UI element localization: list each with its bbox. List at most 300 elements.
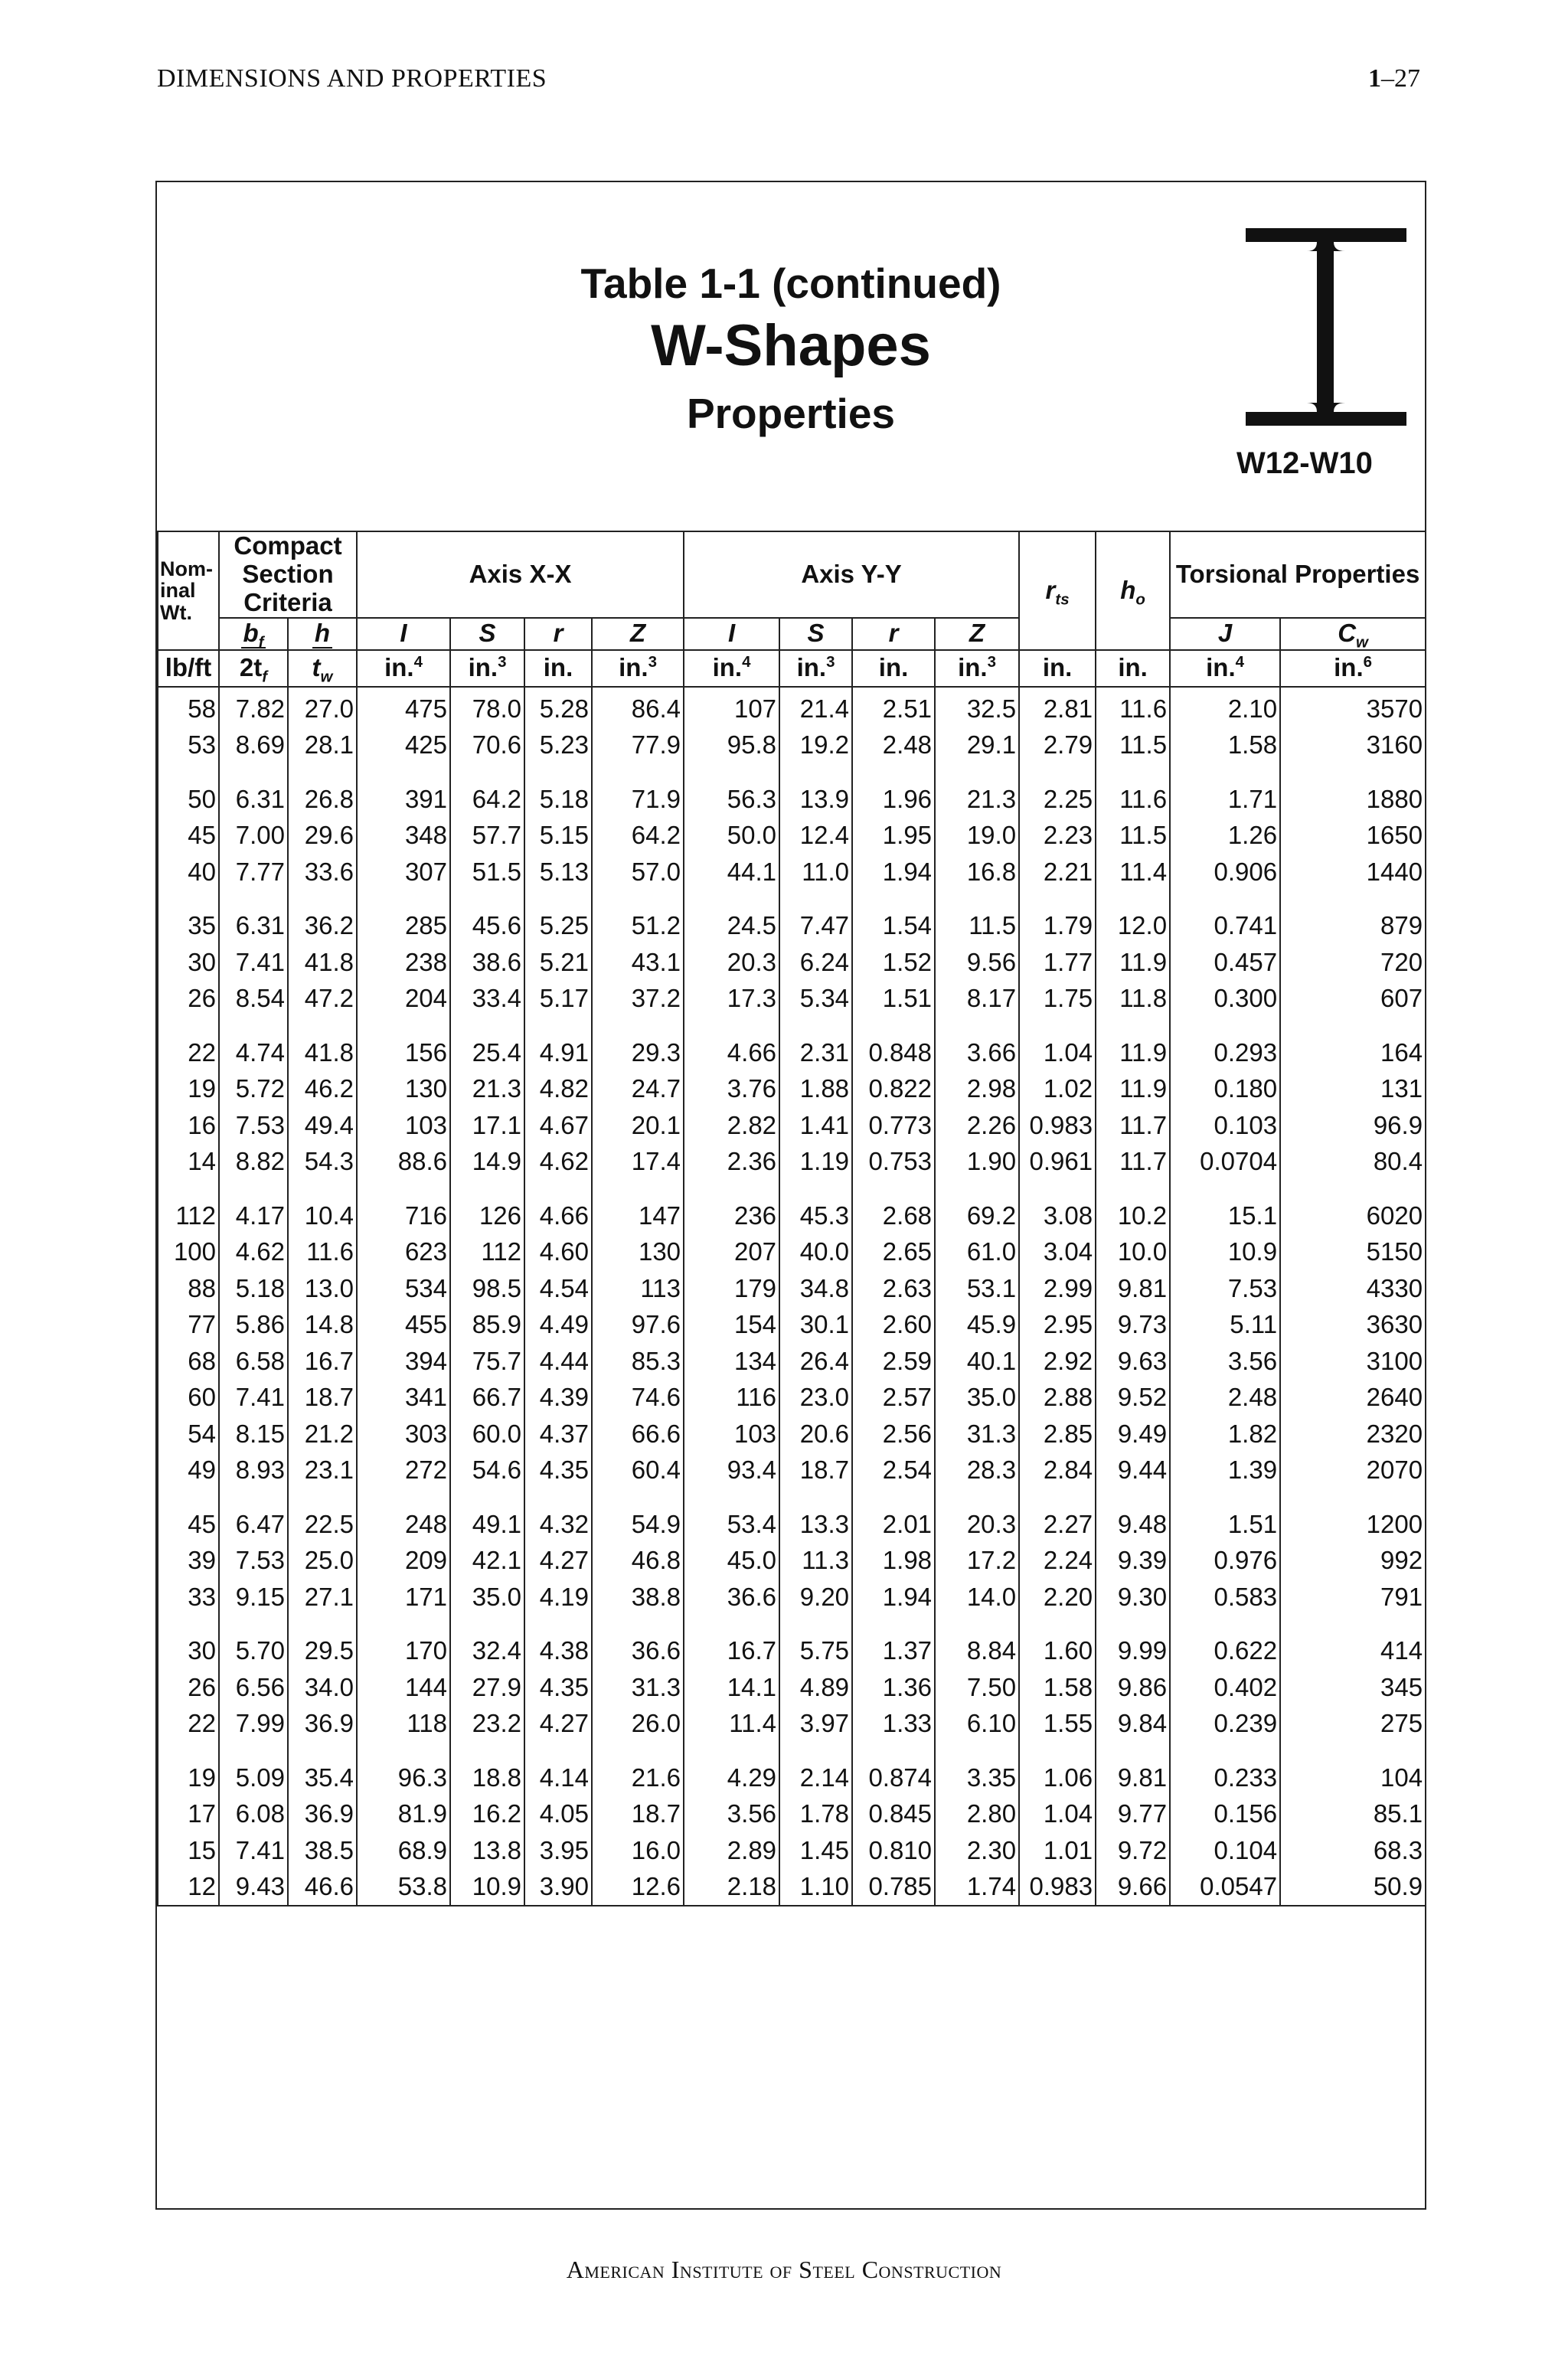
cell-h-tw: 13.0	[288, 1270, 357, 1307]
cell-cw: 414	[1280, 1632, 1426, 1669]
cell-sy: 11.3	[779, 1542, 852, 1579]
cell-sx: 25.4	[450, 1034, 524, 1071]
gap-cell	[779, 1017, 852, 1034]
cell-zy: 21.3	[935, 781, 1019, 818]
cell-sx: 33.4	[450, 980, 524, 1017]
cell-nominal-weight: 26	[158, 1669, 219, 1706]
cell-iy: 93.4	[684, 1452, 779, 1488]
cell-zy: 1.90	[935, 1143, 1019, 1180]
cell-iy: 207	[684, 1233, 779, 1270]
cell-sy: 1.88	[779, 1070, 852, 1107]
unit-2tf: $2t_f$	[219, 650, 288, 687]
cell-h-tw: 22.5	[288, 1506, 357, 1543]
cell-j: 0.622	[1170, 1632, 1280, 1669]
shape-series-label: W12-W10	[1236, 446, 1373, 480]
cell-zy: 6.10	[935, 1705, 1019, 1742]
gap-cell	[684, 1017, 779, 1034]
cell-zx: 29.3	[592, 1034, 684, 1071]
cell-zx: 85.3	[592, 1343, 684, 1380]
cell-nominal-weight: 19	[158, 1070, 219, 1107]
cell-ho: 11.9	[1096, 1034, 1170, 1071]
unit-in: in.	[1096, 650, 1170, 687]
cell-zy: 40.1	[935, 1343, 1019, 1380]
group-gap	[158, 1488, 1426, 1506]
gap-cell	[1280, 1488, 1426, 1506]
gap-cell	[524, 1488, 592, 1506]
cell-rx: 4.44	[524, 1343, 592, 1380]
gap-cell	[1280, 1017, 1426, 1034]
cell-ry: 1.51	[852, 980, 935, 1017]
cell-sy: 11.0	[779, 854, 852, 890]
cell-ry: 1.52	[852, 944, 935, 981]
cell-ry: 1.37	[852, 1632, 935, 1669]
gap-cell	[935, 1017, 1019, 1034]
gap-cell	[779, 890, 852, 907]
gap-cell	[524, 1180, 592, 1197]
cell-rx: 4.49	[524, 1306, 592, 1343]
gap-cell	[524, 1742, 592, 1759]
gap-cell	[935, 763, 1019, 781]
cell-sx: 13.8	[450, 1832, 524, 1869]
cell-sy: 18.7	[779, 1452, 852, 1488]
cell-cw: 6020	[1280, 1197, 1426, 1234]
gap-cell	[1280, 763, 1426, 781]
cell-bf-2tf: 4.74	[219, 1034, 288, 1071]
cell-zy: 61.0	[935, 1233, 1019, 1270]
cell-sx: 45.6	[450, 907, 524, 944]
cell-rts: 2.24	[1019, 1542, 1096, 1579]
cell-j: 0.906	[1170, 854, 1280, 890]
cell-j: 1.26	[1170, 817, 1280, 854]
cell-rts: 2.88	[1019, 1379, 1096, 1416]
gap-cell	[592, 1488, 684, 1506]
cell-zx: 74.6	[592, 1379, 684, 1416]
cell-zy: 69.2	[935, 1197, 1019, 1234]
cell-zx: 31.3	[592, 1669, 684, 1706]
gap-cell	[592, 763, 684, 781]
gap-cell	[1019, 763, 1096, 781]
table-row	[158, 1270, 1426, 1307]
cell-nominal-weight: 40	[158, 854, 219, 890]
gap-cell	[1019, 1742, 1096, 1759]
table-row	[158, 980, 1426, 1017]
cell-ho: 9.44	[1096, 1452, 1170, 1488]
table-row	[158, 1143, 1426, 1180]
cell-zx: 37.2	[592, 980, 684, 1017]
table-frame	[155, 181, 1426, 2210]
gap-cell	[524, 1017, 592, 1034]
cell-h-tw: 41.8	[288, 1034, 357, 1071]
publisher-footer: American Institute of Steel Construction	[566, 2256, 1002, 2283]
cell-rx: 4.39	[524, 1379, 592, 1416]
cell-ix: 204	[357, 980, 450, 1017]
gap-cell	[779, 763, 852, 781]
gap-cell	[684, 1488, 779, 1506]
cell-h-tw: 41.8	[288, 944, 357, 981]
page-number: 1–27	[1368, 64, 1420, 93]
cell-zx: 20.1	[592, 1107, 684, 1144]
group-gap	[158, 1615, 1426, 1632]
table-row	[158, 1632, 1426, 1669]
cell-ix: 248	[357, 1506, 450, 1543]
cell-zy: 8.17	[935, 980, 1019, 1017]
cell-j: 7.53	[1170, 1270, 1280, 1307]
cell-iy: 2.18	[684, 1868, 779, 1906]
cell-cw: 3100	[1280, 1343, 1426, 1380]
table-body	[158, 687, 1426, 1906]
col-j: J	[1170, 618, 1280, 650]
cell-nominal-weight: 17	[158, 1795, 219, 1832]
gap-cell	[1170, 1742, 1280, 1759]
cell-bf-2tf: 6.31	[219, 907, 288, 944]
cell-sy: 1.45	[779, 1832, 852, 1869]
table-subtitle: Properties	[686, 390, 896, 437]
gap-cell	[1019, 890, 1096, 907]
cell-j: 1.39	[1170, 1452, 1280, 1488]
cell-iy: 24.5	[684, 907, 779, 944]
cell-iy: 4.66	[684, 1034, 779, 1071]
col-nominal-weight: Nom-inal Wt.	[158, 531, 219, 650]
cell-rx: 5.21	[524, 944, 592, 981]
cell-ry: 1.94	[852, 1579, 935, 1616]
cell-nominal-weight: 53	[158, 727, 219, 763]
cell-bf-2tf: 8.54	[219, 980, 288, 1017]
cell-h-tw: 27.1	[288, 1579, 357, 1616]
cell-nominal-weight: 60	[158, 1379, 219, 1416]
cell-bf-2tf: 8.69	[219, 727, 288, 763]
cell-j: 1.82	[1170, 1416, 1280, 1452]
group-gap	[158, 1742, 1426, 1759]
cell-iy: 95.8	[684, 727, 779, 763]
cell-bf-2tf: 7.41	[219, 944, 288, 981]
cell-bf-2tf: 9.43	[219, 1868, 288, 1906]
cell-rts: 1.60	[1019, 1632, 1096, 1669]
cell-h-tw: 26.8	[288, 781, 357, 818]
cell-cw: 3630	[1280, 1306, 1426, 1343]
cell-nominal-weight: 45	[158, 817, 219, 854]
cell-rts: 2.85	[1019, 1416, 1096, 1452]
cell-j: 0.293	[1170, 1034, 1280, 1071]
gap-cell	[357, 1180, 450, 1197]
table-row	[158, 1379, 1426, 1416]
cell-h-tw: 27.0	[288, 687, 357, 727]
cell-rx: 4.91	[524, 1034, 592, 1071]
cell-cw: 2320	[1280, 1416, 1426, 1452]
cell-sy: 12.4	[779, 817, 852, 854]
gap-cell	[450, 1017, 524, 1034]
gap-cell	[158, 890, 219, 907]
cell-ry: 2.68	[852, 1197, 935, 1234]
cell-ix: 118	[357, 1705, 450, 1742]
cell-ry: 1.96	[852, 781, 935, 818]
gap-cell	[357, 1615, 450, 1632]
gap-cell	[852, 1615, 935, 1632]
cell-zx: 71.9	[592, 781, 684, 818]
cell-h-tw: 14.8	[288, 1306, 357, 1343]
table-row	[158, 1705, 1426, 1742]
cell-bf-2tf: 6.31	[219, 781, 288, 818]
cell-nominal-weight: 45	[158, 1506, 219, 1543]
cell-j: 0.233	[1170, 1759, 1280, 1796]
cell-bf-2tf: 8.93	[219, 1452, 288, 1488]
cell-ho: 9.48	[1096, 1506, 1170, 1543]
cell-zx: 21.6	[592, 1759, 684, 1796]
cell-sx: 23.2	[450, 1705, 524, 1742]
cell-rts: 2.20	[1019, 1579, 1096, 1616]
table-row	[158, 1343, 1426, 1380]
cell-h-tw: 29.5	[288, 1632, 357, 1669]
cell-ix: 81.9	[357, 1795, 450, 1832]
cell-sy: 21.4	[779, 687, 852, 727]
cell-j: 10.9	[1170, 1233, 1280, 1270]
cell-ho: 9.86	[1096, 1669, 1170, 1706]
cell-zy: 2.80	[935, 1795, 1019, 1832]
gap-cell	[524, 890, 592, 907]
cell-sx: 64.2	[450, 781, 524, 818]
cell-rts: 1.06	[1019, 1759, 1096, 1796]
col-ho: $h_o$	[1096, 531, 1170, 650]
gap-cell	[1096, 763, 1170, 781]
cell-sy: 1.78	[779, 1795, 852, 1832]
gap-cell	[219, 1488, 288, 1506]
cell-nominal-weight: 12	[158, 1868, 219, 1906]
table-row	[158, 781, 1426, 818]
cell-cw: 104	[1280, 1759, 1426, 1796]
cell-sx: 27.9	[450, 1669, 524, 1706]
cell-ry: 2.63	[852, 1270, 935, 1307]
cell-ry: 1.95	[852, 817, 935, 854]
gap-cell	[158, 1488, 219, 1506]
gap-cell	[1170, 1488, 1280, 1506]
cell-rts: 2.92	[1019, 1343, 1096, 1380]
cell-zx: 16.0	[592, 1832, 684, 1869]
cell-bf-2tf: 6.56	[219, 1669, 288, 1706]
cell-rx: 5.28	[524, 687, 592, 727]
cell-iy: 11.4	[684, 1705, 779, 1742]
cell-rx: 5.25	[524, 907, 592, 944]
cell-ry: 1.36	[852, 1669, 935, 1706]
gap-cell	[779, 1742, 852, 1759]
cell-iy: 107	[684, 687, 779, 727]
cell-sx: 32.4	[450, 1632, 524, 1669]
cell-rts: 3.08	[1019, 1197, 1096, 1234]
cell-rx: 4.66	[524, 1197, 592, 1234]
gap-cell	[779, 1488, 852, 1506]
cell-sx: 51.5	[450, 854, 524, 890]
table-row	[158, 854, 1426, 890]
cell-rx: 4.62	[524, 1143, 592, 1180]
cell-h-tw: 29.6	[288, 817, 357, 854]
cell-ry: 0.848	[852, 1034, 935, 1071]
cell-ho: 9.66	[1096, 1868, 1170, 1906]
cell-iy: 179	[684, 1270, 779, 1307]
cell-rts: 2.23	[1019, 817, 1096, 854]
cell-rts: 2.21	[1019, 854, 1096, 890]
cell-rts: 1.58	[1019, 1669, 1096, 1706]
cell-h-tw: 18.7	[288, 1379, 357, 1416]
cell-rx: 5.18	[524, 781, 592, 818]
cell-nominal-weight: 112	[158, 1197, 219, 1234]
cell-ho: 11.8	[1096, 980, 1170, 1017]
cell-ix: 341	[357, 1379, 450, 1416]
cell-ix: 171	[357, 1579, 450, 1616]
cell-ry: 2.65	[852, 1233, 935, 1270]
cell-h-tw: 33.6	[288, 854, 357, 890]
gap-cell	[852, 1017, 935, 1034]
cell-h-tw: 46.6	[288, 1868, 357, 1906]
cell-ix: 307	[357, 854, 450, 890]
cell-bf-2tf: 4.17	[219, 1197, 288, 1234]
cell-iy: 4.29	[684, 1759, 779, 1796]
table-title-block	[157, 182, 1425, 531]
col-ix: I	[357, 618, 450, 650]
cell-cw: 80.4	[1280, 1143, 1426, 1180]
cell-iy: 103	[684, 1416, 779, 1452]
gap-cell	[1096, 1180, 1170, 1197]
gap-cell	[1280, 1742, 1426, 1759]
cell-ix: 534	[357, 1270, 450, 1307]
cell-ix: 455	[357, 1306, 450, 1343]
cell-ho: 9.63	[1096, 1343, 1170, 1380]
gap-cell	[219, 1742, 288, 1759]
col-axis-y: Axis Y-Y	[684, 531, 1019, 618]
cell-ry: 0.810	[852, 1832, 935, 1869]
gap-cell	[852, 1742, 935, 1759]
cell-h-tw: 35.4	[288, 1759, 357, 1796]
cell-bf-2tf: 5.86	[219, 1306, 288, 1343]
gap-cell	[592, 890, 684, 907]
cell-sy: 1.41	[779, 1107, 852, 1144]
cell-ix: 425	[357, 727, 450, 763]
cell-h-tw: 38.5	[288, 1832, 357, 1869]
cell-iy: 20.3	[684, 944, 779, 981]
cell-cw: 275	[1280, 1705, 1426, 1742]
cell-j: 3.56	[1170, 1343, 1280, 1380]
cell-j: 1.51	[1170, 1506, 1280, 1543]
cell-ho: 9.52	[1096, 1379, 1170, 1416]
cell-zx: 97.6	[592, 1306, 684, 1343]
cell-rx: 4.67	[524, 1107, 592, 1144]
cell-ho: 11.7	[1096, 1143, 1170, 1180]
cell-sy: 6.24	[779, 944, 852, 981]
cell-zy: 2.30	[935, 1832, 1019, 1869]
gap-cell	[357, 890, 450, 907]
cell-sx: 42.1	[450, 1542, 524, 1579]
cell-rx: 4.32	[524, 1506, 592, 1543]
cell-bf-2tf: 9.15	[219, 1579, 288, 1616]
cell-sx: 66.7	[450, 1379, 524, 1416]
cell-zy: 29.1	[935, 727, 1019, 763]
gap-cell	[450, 1742, 524, 1759]
group-gap	[158, 890, 1426, 907]
cell-ry: 0.753	[852, 1143, 935, 1180]
cell-ry: 1.94	[852, 854, 935, 890]
cell-iy: 2.82	[684, 1107, 779, 1144]
gap-cell	[1019, 1488, 1096, 1506]
gap-cell	[852, 890, 935, 907]
cell-ho: 9.84	[1096, 1705, 1170, 1742]
cell-sx: 75.7	[450, 1343, 524, 1380]
cell-j: 1.58	[1170, 727, 1280, 763]
table-row	[158, 1197, 1426, 1234]
cell-ry: 1.54	[852, 907, 935, 944]
table-row	[158, 907, 1426, 944]
gap-cell	[684, 763, 779, 781]
cell-sy: 5.34	[779, 980, 852, 1017]
cell-j: 0.239	[1170, 1705, 1280, 1742]
gap-cell	[1019, 1615, 1096, 1632]
cell-rx: 4.19	[524, 1579, 592, 1616]
cell-cw: 2070	[1280, 1452, 1426, 1488]
cell-sy: 30.1	[779, 1306, 852, 1343]
cell-h-tw: 36.9	[288, 1795, 357, 1832]
cell-zy: 3.66	[935, 1034, 1019, 1071]
cell-ho: 11.9	[1096, 944, 1170, 981]
cell-j: 0.583	[1170, 1579, 1280, 1616]
cell-sx: 98.5	[450, 1270, 524, 1307]
cell-ry: 0.845	[852, 1795, 935, 1832]
gap-cell	[288, 890, 357, 907]
table-row	[158, 1542, 1426, 1579]
cell-sx: 10.9	[450, 1868, 524, 1906]
gap-cell	[1096, 890, 1170, 907]
cell-zx: 77.9	[592, 727, 684, 763]
cell-zy: 35.0	[935, 1379, 1019, 1416]
unit-in: in.	[1019, 650, 1096, 687]
cell-ho: 11.7	[1096, 1107, 1170, 1144]
cell-bf-2tf: 8.15	[219, 1416, 288, 1452]
unit-in6: in.$^6$	[1280, 650, 1426, 687]
cell-bf-2tf: 6.08	[219, 1795, 288, 1832]
gap-cell	[592, 1180, 684, 1197]
cell-sy: 2.31	[779, 1034, 852, 1071]
cell-zx: 46.8	[592, 1542, 684, 1579]
cell-ry: 2.57	[852, 1379, 935, 1416]
cell-rts: 2.84	[1019, 1452, 1096, 1488]
cell-ix: 394	[357, 1343, 450, 1380]
col-h-tw: h	[288, 618, 357, 650]
cell-bf-2tf: 5.09	[219, 1759, 288, 1796]
gap-cell	[524, 763, 592, 781]
cell-zx: 24.7	[592, 1070, 684, 1107]
cell-ho: 9.77	[1096, 1795, 1170, 1832]
cell-cw: 164	[1280, 1034, 1426, 1071]
cell-zx: 36.6	[592, 1632, 684, 1669]
cell-rts: 1.04	[1019, 1795, 1096, 1832]
cell-ry: 2.59	[852, 1343, 935, 1380]
group-gap	[158, 1180, 1426, 1197]
w-shape-icon	[1246, 228, 1414, 427]
cell-zx: 43.1	[592, 944, 684, 981]
cell-j: 2.10	[1170, 687, 1280, 727]
cell-rx: 3.90	[524, 1868, 592, 1906]
gap-cell	[1170, 890, 1280, 907]
gap-cell	[524, 1615, 592, 1632]
cell-cw: 68.3	[1280, 1832, 1426, 1869]
cell-j: 15.1	[1170, 1197, 1280, 1234]
cell-zy: 28.3	[935, 1452, 1019, 1488]
gap-cell	[288, 763, 357, 781]
cell-ry: 0.773	[852, 1107, 935, 1144]
gap-cell	[219, 1615, 288, 1632]
col-iy: I	[684, 618, 779, 650]
cell-ix: 716	[357, 1197, 450, 1234]
cell-ho: 11.9	[1096, 1070, 1170, 1107]
gap-cell	[450, 1180, 524, 1197]
cell-sy: 4.89	[779, 1669, 852, 1706]
cell-j: 0.180	[1170, 1070, 1280, 1107]
gap-cell	[684, 1615, 779, 1632]
